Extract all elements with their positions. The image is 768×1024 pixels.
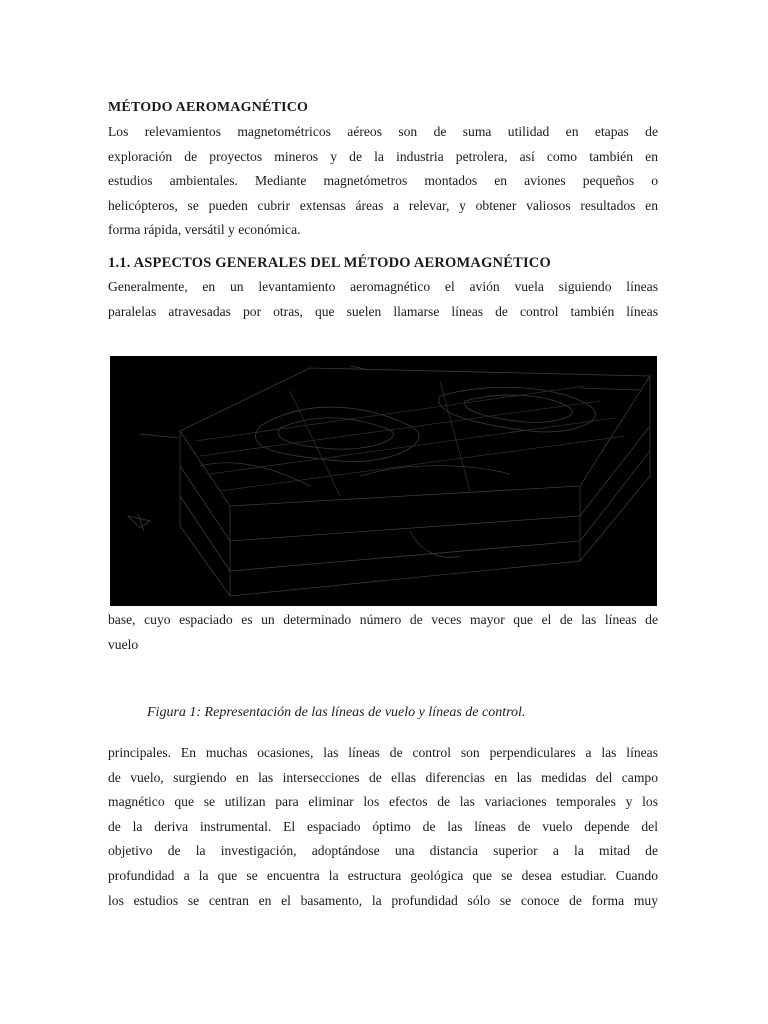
section-line: paralelas atravesadas por otras, que suelen llamarse líneas de control también líneas xyxy=(108,303,658,319)
intro-line: exploración de proyectos mineros y de la industria petrolera, así como también en xyxy=(108,148,658,164)
figure-caption: Figura 1: Representación de las líneas de vuelo y líneas de control. xyxy=(147,705,526,720)
final-line: principales. En muchas ocasiones, las líneas de control son perpendiculares a las líneas xyxy=(108,745,658,760)
section-title: 1.1. ASPECTOS GENERALES DEL MÉTODO AEROMAGNÉTICO xyxy=(108,254,551,271)
final-line: profundidad a la que se encuentra la estructura geológica que se desea estudiar. Cuando xyxy=(108,867,658,883)
after-figure-paragraph xyxy=(108,608,658,657)
after-figure-line: vuelo xyxy=(108,636,139,652)
final-line: objetivo de la investigación, adoptándose una distancia superior a la mitad de xyxy=(108,843,658,859)
final-paragraph xyxy=(108,741,658,913)
final-line: de la deriva instrumental. El espaciado óptimo de las líneas de vuelo depende del xyxy=(108,818,658,834)
intro-line: estudios ambientales. Mediante magnetómetros montados en aviones pequeños o xyxy=(108,173,658,189)
intro-paragraph xyxy=(108,120,658,243)
document-body xyxy=(108,96,658,324)
section-paragraph xyxy=(108,275,658,324)
section-line: Generalmente, en un levantamiento aeromagnético el avión vuela siguiendo líneas xyxy=(108,278,658,294)
block-diagram-illustration xyxy=(110,356,657,606)
after-figure-line: base, cuyo espaciado es un determinado número de veces mayor que el de las líneas de xyxy=(108,612,658,627)
after-figure-text xyxy=(108,608,658,657)
intro-line: helicópteros, se pueden cubrir extensas áreas a relevar, y obtener valiosos resultados en xyxy=(108,197,658,213)
intro-line: forma rápida, versátil y económica. xyxy=(108,222,301,238)
document-title: MÉTODO AEROMAGNÉTICO xyxy=(108,100,309,115)
final-line: los estudios se centran en el basamento, la profundidad sólo se conoce de forma muy xyxy=(108,892,658,908)
intro-line: Los relevamientos magnetométricos aéreos son de suma utilidad en etapas de xyxy=(108,124,658,139)
final-line: magnético que se utilizan para eliminar los efectos de las variaciones temporales y los xyxy=(108,794,658,810)
final-text xyxy=(108,741,658,913)
final-line: de vuelo, surgiendo en las intersecciones de ellas diferencias en las medidas del campo xyxy=(108,769,658,785)
figure-flight-lines-image xyxy=(110,356,657,606)
